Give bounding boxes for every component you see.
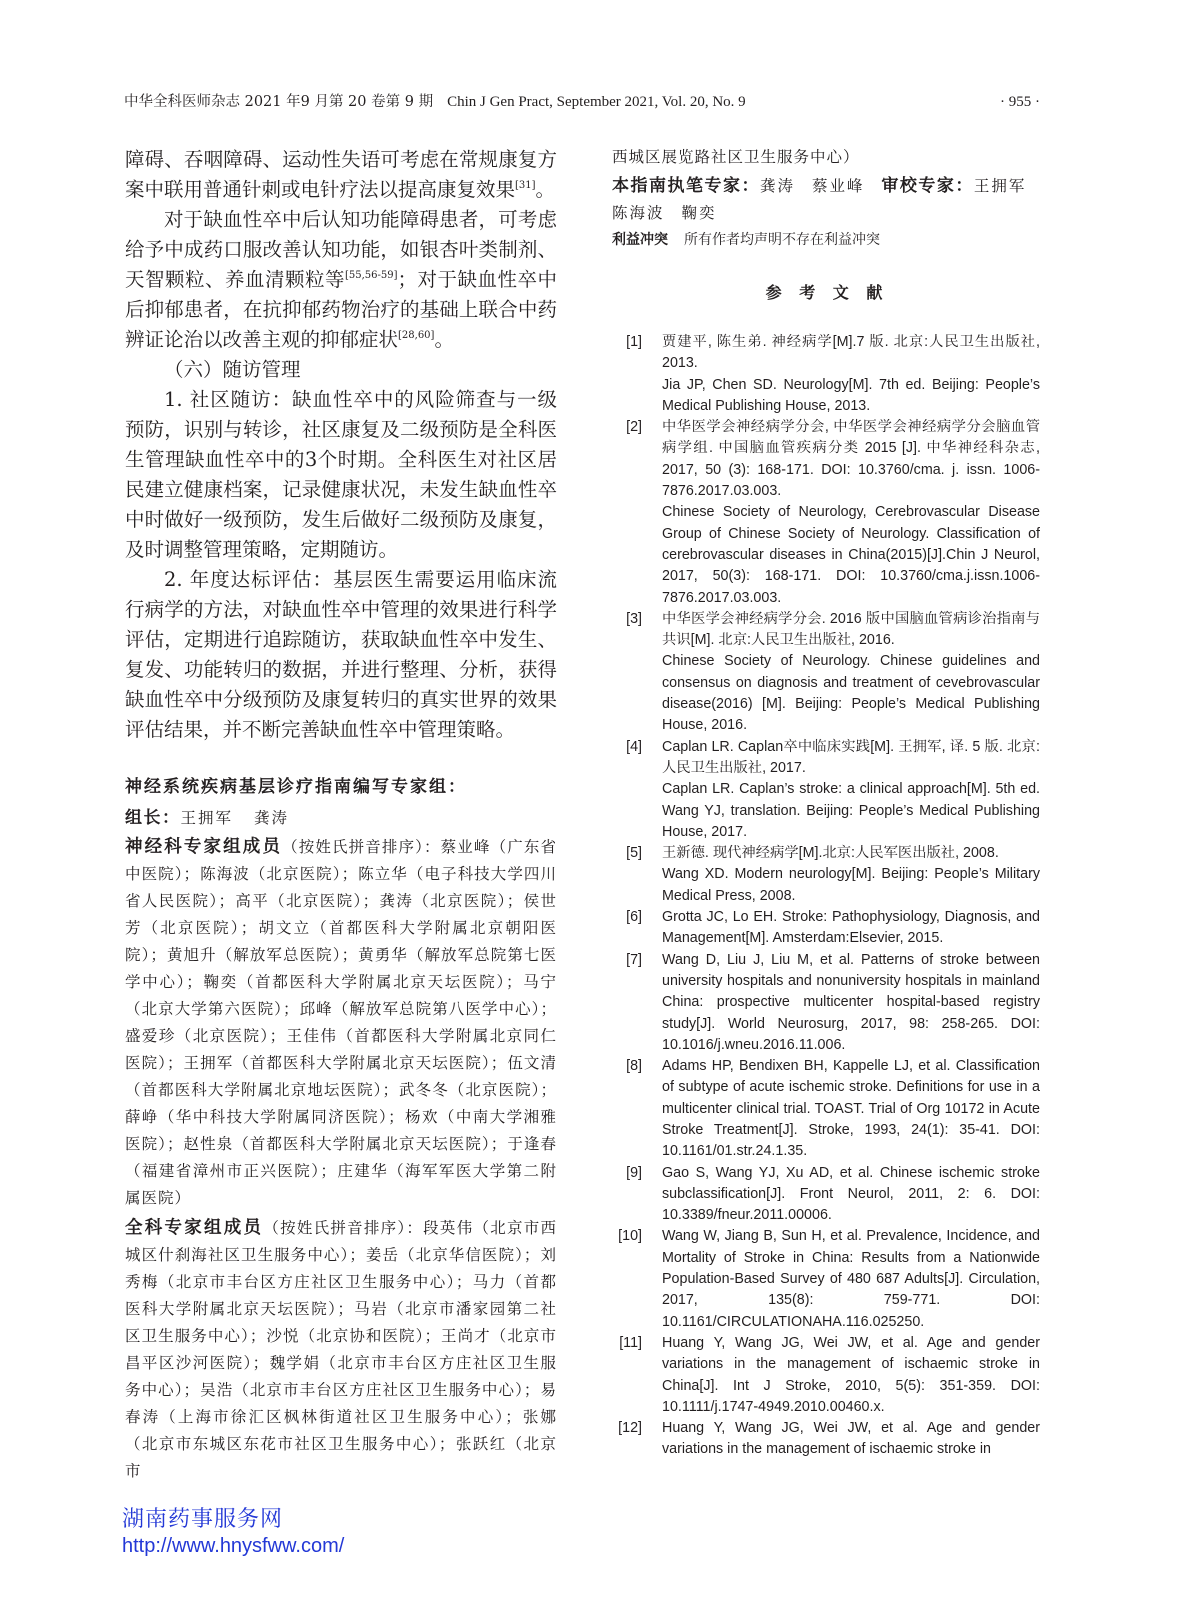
reference-english: Chinese Society of Neurology, Cerebrovascular Disease Group of Chinese Society of Neurology. Classification of cerebrovascular diseases in China(2015)[J].Chin J Neurol, 2017, 50(3): 168-171. DOI: 10.3760/cma.j.issn.1006-7876.2017.03.003. — [662, 504, 1040, 606]
reference-item — [612, 737, 1042, 843]
reference-text — [662, 843, 1040, 907]
body-text — [125, 145, 557, 745]
paragraph-cognitive — [125, 205, 557, 355]
reference-item — [612, 332, 1042, 417]
reference-number: [3] — [626, 610, 642, 627]
gp-expert-names: （按姓氏拼音排序）：段英伟（北京市西城区什刹海社区卫生服务中心）；姜岳（北京华信医院）；刘秀梅（北京市丰台区方庄社区卫生服务中心）；马力（首都医科大学附属北京天坛医院）；马岩（北京市潘家园第二社区卫生服务中心）；沙悦（北京协和医院）；王尚才（北京市昌平区沙河医院）；魏学娟（北京市丰台区方庄社区卫生服务中心）；吴浩（北京市丰台区方庄社区卫生服务中心）；易春涛（上海市徐汇区枫林街道社区卫生服务中心）；张娜（北京市东城区东花市社区卫生服务中心）；张跃红（北京市 — [125, 1219, 557, 1480]
watermark-site-name: 湖南药事服务网 — [122, 1507, 284, 1532]
reference-text — [662, 1333, 1040, 1418]
writer-name: 蔡业峰 — [811, 177, 865, 195]
reference-text — [662, 1418, 1040, 1461]
reference-text — [662, 950, 1040, 1056]
conflict-of-interest — [612, 230, 1042, 250]
paragraph-end: 。 — [535, 178, 556, 201]
reference-english: Gao S, Wang YJ, Xu AD, et al. Chinese ischemic stroke subclassification[J]. Front Neurol, 2011, 2: 6. DOI: 10.3389/fneur.2011.00006. — [662, 1164, 1040, 1224]
reviewer-name: 王拥军 — [973, 177, 1027, 195]
reference-number: [5] — [626, 845, 642, 862]
reference-item — [612, 843, 1042, 907]
reference-english: Adams HP, Bendixen BH, Kappelle LJ, et al. Classification of subtype of acute ischemic stroke. Definitions for use in a multicenter clinical trial. TOAST. Trial of Org 10172 in Acute Stroke Treatment[J]. Stroke, 1993, 24(1): 35-41. DOI: 10.1161/01.str.24.1.35. — [662, 1058, 1040, 1160]
writer-name: 龚涛 — [760, 177, 796, 195]
reference-text — [662, 609, 1040, 737]
leader-label: 组长： — [125, 808, 181, 828]
reference-item — [612, 1226, 1042, 1332]
general-practice-expert-list — [125, 1215, 557, 1485]
running-header — [124, 92, 1040, 112]
citation: [31] — [515, 179, 536, 191]
reference-chinese: Caplan LR. Caplan卒中临床实践[M]. 王拥军, 译. 5 版. 北京:人民卫生出版社, 2017. — [662, 738, 1040, 776]
reference-text — [662, 332, 1040, 417]
reference-english: Wang D, Liu J, Liu M, et al. Patterns of stroke between university hospitals and nonuniversity hospitals in mainland China: prospective multicenter hospital-based registry study[J]. World Neurosurg, 2017, 98: 258-265. DOI: 10.1016/j.wneu.2016.11.006. — [662, 951, 1040, 1053]
reference-chinese: 王新德. 现代神经病学[M].北京:人民军医出版社, 2008. — [662, 845, 999, 862]
writers-label: 本指南执笔专家： — [612, 176, 760, 196]
reference-number: [1] — [626, 334, 642, 350]
paragraph-text: 障碍、吞咽障碍、运动性失语可考虑在常规康复方案中联用普通针刺或电针疗法以提高康复效果 — [125, 148, 557, 201]
reference-number: [11] — [619, 1334, 642, 1351]
reference-number: [12] — [618, 1420, 642, 1437]
coi-statement: 所有作者均声明不存在利益冲突 — [684, 232, 880, 248]
paragraph-acupuncture — [125, 145, 557, 205]
reference-number: [4] — [626, 738, 642, 755]
paragraph-community-followup: 1. 社区随访：缺血性卒中的风险筛查与一级预防，识别与转诊，社区康复及二级预防是全科医生管理缺血性卒中的3个时期。全科医生对社区居民建立健康档案，记录健康状况，未发生缺血性卒中时做好一级预防，发生后做好二级预防及康复，及时调整管理策略，定期随访。 — [125, 388, 557, 561]
leader-name: 龚涛 — [253, 809, 289, 827]
reference-english: Chinese Society of Neurology. Chinese guidelines and consensus on diagnosis and treatment of cevebrovascular disease(2016) [M]. Beijing: People’s Medical Publishing House, 2016. — [662, 653, 1040, 734]
reference-english: Caplan LR. Caplan’s stroke: a clinical approach[M]. 5th ed. Wang YJ, translation. Beijing: People’s Medical Publishing House, 2017. — [662, 781, 1040, 840]
reference-item — [612, 609, 1042, 737]
reference-number: [10] — [618, 1228, 642, 1245]
citation: [28,60] — [398, 329, 435, 341]
journal-title-chinese: 中华全科医师杂志 2021 年9 月第 20 卷第 9 期 — [124, 94, 434, 110]
reference-text — [662, 417, 1040, 609]
reference-text — [662, 907, 1040, 950]
reference-text — [662, 1163, 1040, 1227]
reference-number: [7] — [626, 951, 642, 968]
reviewer-name: 陈海波 — [612, 204, 665, 222]
gp-expert-list-continued: 西城区展览路社区卫生服务中心） — [612, 148, 860, 166]
reference-item — [612, 1056, 1042, 1162]
neurology-expert-label: 神经科专家组成员 — [125, 837, 283, 857]
paragraph-annual-evaluation: 2. 年度达标评估：基层医生需要运用临床流行病学的方法，对缺血性卒中管理的效果进行科学评估，定期进行追踪随访，获取缺血性卒中发生、复发、功能转归的数据，并进行整理、分析，获得缺血性卒中分级预防及康复转归的真实世界的效果评估结果，并不断完善缺血性卒中管理策略。 — [125, 568, 557, 741]
reference-text — [662, 737, 1040, 843]
gp-expert-label: 全科专家组成员 — [125, 1218, 264, 1238]
neurology-expert-list — [125, 834, 557, 1212]
expert-group-heading: 神经系统疾病基层诊疗指南编写专家组： — [125, 777, 467, 797]
reference-english: Jia JP, Chen SD. Neurology[M]. 7th ed. Beijing: People’s Medical Publishing House, 2013. — [662, 376, 1040, 414]
paragraph-end: 。 — [434, 328, 454, 351]
guideline-authors — [612, 173, 1042, 227]
reference-text — [662, 1056, 1040, 1162]
reference-chinese: 贾建平, 陈生弟. 神经病学[M].7 版. 北京:人民卫生出版社, 2013. — [662, 334, 1040, 372]
reference-item — [612, 1163, 1042, 1227]
journal-title-english: Chin J Gen Pract, September 2021, Vol. 20, No. 9 — [447, 94, 746, 110]
leader-name: 王拥军 — [180, 809, 234, 827]
page-number: · 955 · — [1000, 94, 1040, 110]
watermark — [122, 1506, 522, 1559]
citation: [55,56-59] — [344, 269, 398, 281]
paragraph-text: ；对于缺血性卒中后抑郁患者，在抗抑郁药物治疗的基础上联合中药辨证论治以改善主观的抑郁症状 — [125, 268, 557, 351]
watermark-url: http://www.hnysfww.com/ — [122, 1535, 345, 1557]
references-list — [612, 332, 1042, 1461]
reference-number: [8] — [626, 1058, 642, 1075]
reference-item — [612, 907, 1042, 950]
reference-chinese: 中华医学会神经病学分会. 2016 版中国脑血管病诊治指南与共识[M]. 北京:人民卫生出版社, 2016. — [662, 610, 1040, 649]
reference-number: [2] — [626, 419, 642, 436]
reviewers-label: 审校专家： — [881, 176, 974, 196]
reference-item — [612, 950, 1042, 1056]
references-heading: 参 考 文 献 — [765, 283, 889, 302]
reference-english: Wang XD. Modern neurology[M]. Beijing: People’s Military Medical Press, 2008. — [662, 866, 1040, 904]
group-leaders — [125, 804, 557, 832]
reference-english: Wang W, Jiang B, Sun H, et al. Prevalence, Incidence, and Mortality of Stroke in China: Results from a Nationwide Population-Based Survey of 480 687 Adults[J]. Circulation, 2017, 135(8): 759-771. DOI: 10.1161/CIRCULATIONAHA.116.025250. — [662, 1228, 1040, 1330]
neurology-expert-names: （按姓氏拼音排序）：蔡业峰（广东省中医院）；陈海波（北京医院）；陈立华（电子科技大学四川省人民医院）；高平（北京医院）；龚涛（北京医院）；侯世芳（北京医院）；胡文立（首都医科大学附属北京朝阳医院）；黄旭升（解放军总医院）；黄勇华（解放军总院第七医学中心）；鞠奕（首都医科大学附属北京天坛医院）；马宁（北京大学第六医院）；邱峰（解放军总院第八医学中心）；盛爱珍（北京医院）；王佳伟（首都医科大学附属北京同仁医院）；王拥军（首都医科大学附属北京天坛医院）；伍文清（首都医科大学附属北京地坛医院）；武冬冬（北京医院）；薛峥（华中科技大学附属同济医院）；杨欢（中南大学湘雅医院）；赵性泉（首都医科大学附属北京天坛医院）；于逢春（福建省漳州市正兴医院）；庄建华（海军军医大学第二附属医院） — [125, 838, 557, 1207]
paragraph-text: 对于缺血性卒中后认知功能障碍患者，可考虑给予中成药口服改善认知功能，如银杏叶类制剂、天智颗粒、养血清颗粒等 — [125, 208, 557, 291]
reference-item — [612, 1418, 1042, 1461]
reference-number: [9] — [626, 1164, 642, 1181]
reference-english: Huang Y, Wang JG, Wei JW, et al. Age and gender variations in the management of ischaemic stroke in — [662, 1420, 1040, 1458]
reference-item — [612, 417, 1042, 609]
reference-chinese: 中华医学会神经病学分会, 中华医学会神经病学分会脑血管病学组. 中国脑血管疾病分类 2015 [J]. 中华神经科杂志, 2017, 50 (3): 168-171. DOI: 10.3760/cma. j. issn. 1006-7876.2017.03.003. — [662, 419, 1040, 500]
reference-number: [6] — [626, 909, 642, 926]
section-heading: （六）随访管理 — [164, 358, 301, 381]
reference-text — [662, 1226, 1040, 1332]
reference-english: Huang Y, Wang JG, Wei JW, et al. Age and gender variations in the management of ischaemic stroke in China[J]. Int J Stroke, 2010, 5(5): 351-359. DOI: 10.1111/j.1747-4949.2010.00460.x. — [662, 1334, 1040, 1415]
reference-item — [612, 1333, 1042, 1418]
coi-label: 利益冲突 — [612, 232, 668, 248]
reviewer-name: 鞠奕 — [681, 204, 717, 222]
reference-english: Grotta JC, Lo EH. Stroke: Pathophysiology, Diagnosis, and Management[M]. Amsterdam:Elsevier, 2015. — [662, 909, 1040, 947]
